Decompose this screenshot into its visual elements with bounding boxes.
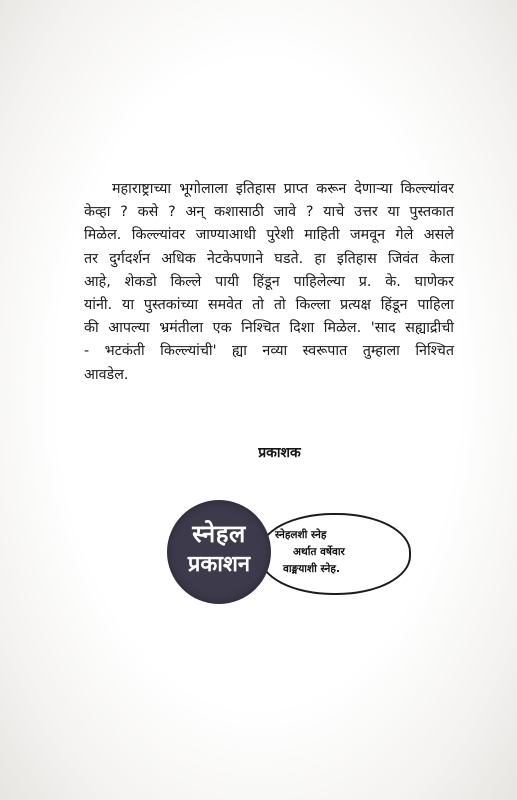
paragraph-line: यांनी. या पुस्तकांच्या समवेत तो तो किल्ला प्रत्यक्ष हिंडून पाहिला (84, 297, 454, 314)
blurb-paragraph (84, 178, 454, 387)
logo-tagline-line: अर्थात वर्षेवार (293, 546, 345, 558)
logo-name-line: प्रकाशन (187, 552, 251, 577)
logo-tagline-line: स्नेहलशी स्नेह (275, 529, 327, 541)
paragraph-line: केव्हा ? कसे ? अन् कशासाठी जावे ? याचे उत्तर या पुस्तकात (84, 204, 454, 221)
publisher-logo (167, 500, 407, 605)
paragraph-line: तर दुर्गदर्शन अधिक नेटकेपणाने घडते. हा इतिहास जिवंत केला (84, 250, 454, 267)
paragraph-line: महाराष्ट्राच्या भूगोलाला इतिहास प्राप्त करून देणाऱ्या किल्ल्यांवर (112, 181, 454, 197)
paragraph-line: मिळेल. किल्ल्यांवर जाण्याआधी पुरेशी माहिती जमवून गेले असले (84, 227, 454, 244)
publisher-label: प्रकाशक (258, 445, 301, 461)
logo-tagline-line: वाङ्मयाशी स्नेह. (283, 563, 340, 575)
logo-name-line: स्नेहल (192, 520, 246, 548)
logo-circle (167, 500, 271, 604)
paragraph-line: आवडेल. (84, 366, 129, 383)
paragraph-line: आहे, शेकडो किल्ले पायी हिंडून पाहिलेल्या प्र. के. घाणेकर (84, 273, 454, 290)
paragraph-line: की आपल्या भ्रमंतीला एक निश्चित दिशा मिळेल. 'साद सह्याद्रीची (84, 320, 454, 337)
logo-tagline-oval (259, 513, 411, 595)
paragraph-line: - भटकंती किल्ल्यांची' ह्या नव्या स्वरूपात तुम्हाला निश्चित (84, 343, 454, 360)
